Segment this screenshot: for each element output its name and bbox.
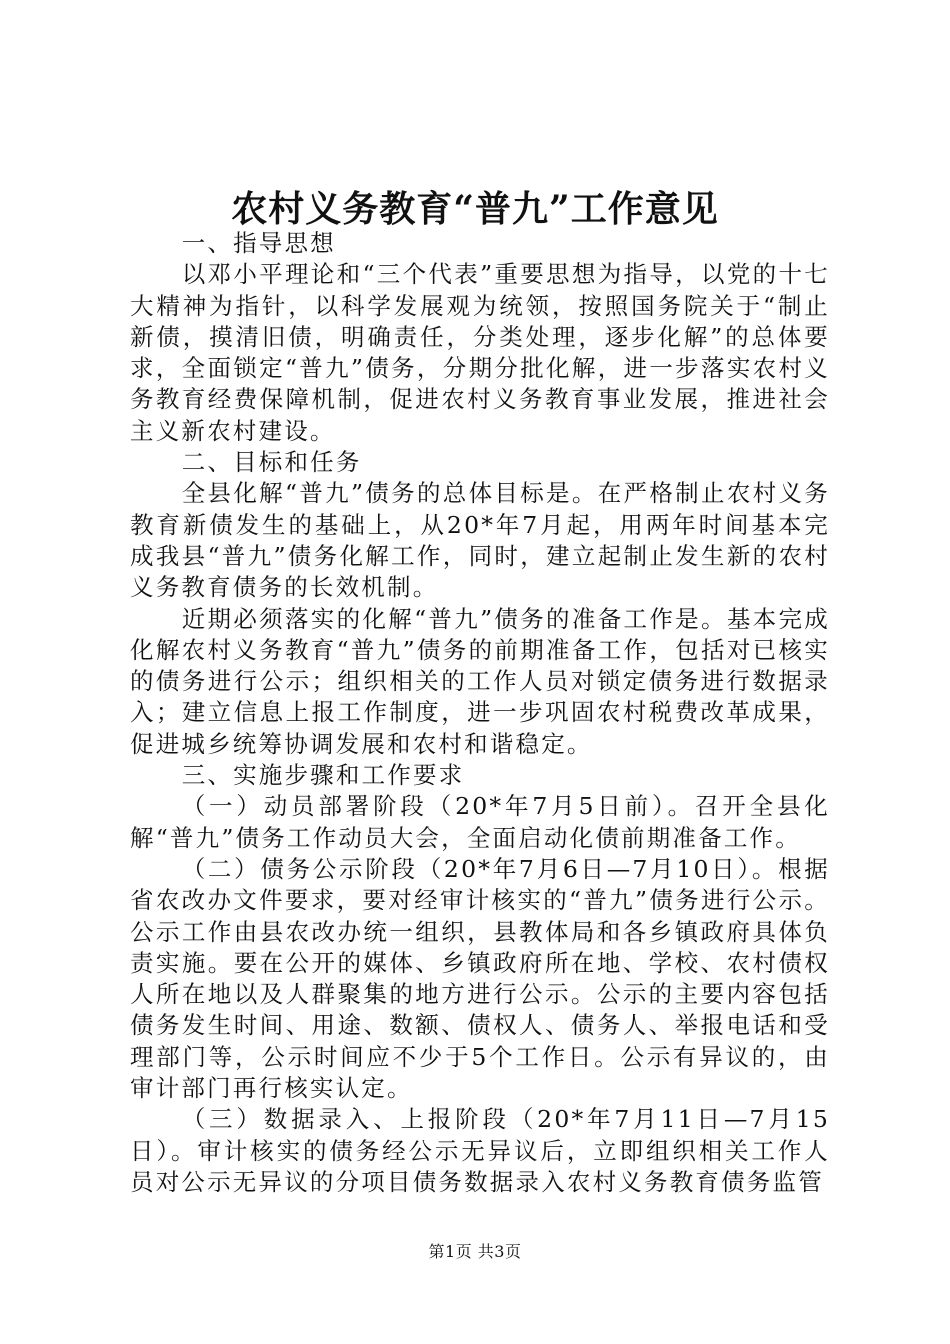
page-footer: 第1页 共3页 xyxy=(428,1242,522,1261)
paragraph-step-data-entry: （三）数据录入、上报阶段（20*年7月11日—7月15日）。审计核实的债务经公示无异议后，立即组织相关工作人员对公示无异议的分项目债务数据录入农村义务教育债务监管 xyxy=(130,1105,830,1196)
paragraph-near-term-work: 近期必须落实的化解“普九”债务的准备工作是。基本完成化解农村义务教育“普九”债务的前期准备工作，包括对已核实的债务进行公示；组织相关的工作人员对锁定债务进行数据录入；建立信息上报工作制度，进一步巩固农村税费改革成果，促进城乡统筹协调发展和农村和谐稳定。 xyxy=(130,604,830,758)
section-heading-goals-tasks: 二、目标和任务 xyxy=(181,448,362,477)
paragraph-step-publicity: （二）债务公示阶段（20*年7月6日—7月10日）。根据省农改办文件要求，要对经审计核实的“普九”债务进行公示。公示工作由县农改办统一组织，县教体局和各乡镇政府具体负责实施。要在公开的媒体、乡镇政府所在地、学校、农村债权人所在地以及人群聚集的地方进行公示。公示的主要内容包括债务发生时间、用途、数额、债权人、债务人、举报电话和受理部门等，公示时间应不少于5个工作日。公示有异议的，由审计部门再行核实认定。 xyxy=(130,854,830,1103)
paragraph-guiding-thought: 以邓小平理论和“三个代表”重要思想为指导，以党的十七大精神为指针，以科学发展观为统领，按照国务院关于“制止新债，摸清旧债，明确责任，分类处理，逐步化解”的总体要求，全面锁定“普九”债务，分期分批化解，进一步落实农村义务教育经费保障机制，促进农村义务教育事业发展，推进社会主义新农村建设。 xyxy=(130,260,830,445)
paragraph-overall-goal: 全县化解“普九”债务的总体目标是。在严格制止农村义务教育新债发生的基础上，从20*年7月起，用两年时间基本完成我县“普九”债务化解工作，同时，建立起制止发生新的农村义务教育债务的长效机制。 xyxy=(130,479,830,602)
paragraph-step-mobilization: （一）动员部署阶段（20*年7月5日前）。召开全县化解“普九”债务工作动员大会，全面启动化债前期准备工作。 xyxy=(130,792,830,852)
section-heading-implementation: 三、实施步骤和工作要求 xyxy=(181,761,465,790)
document-body xyxy=(130,228,830,1198)
section-heading-guiding-thought: 一、指导思想 xyxy=(181,229,336,257)
document-title: 农村义务教育“普九”工作意见 xyxy=(231,188,719,230)
